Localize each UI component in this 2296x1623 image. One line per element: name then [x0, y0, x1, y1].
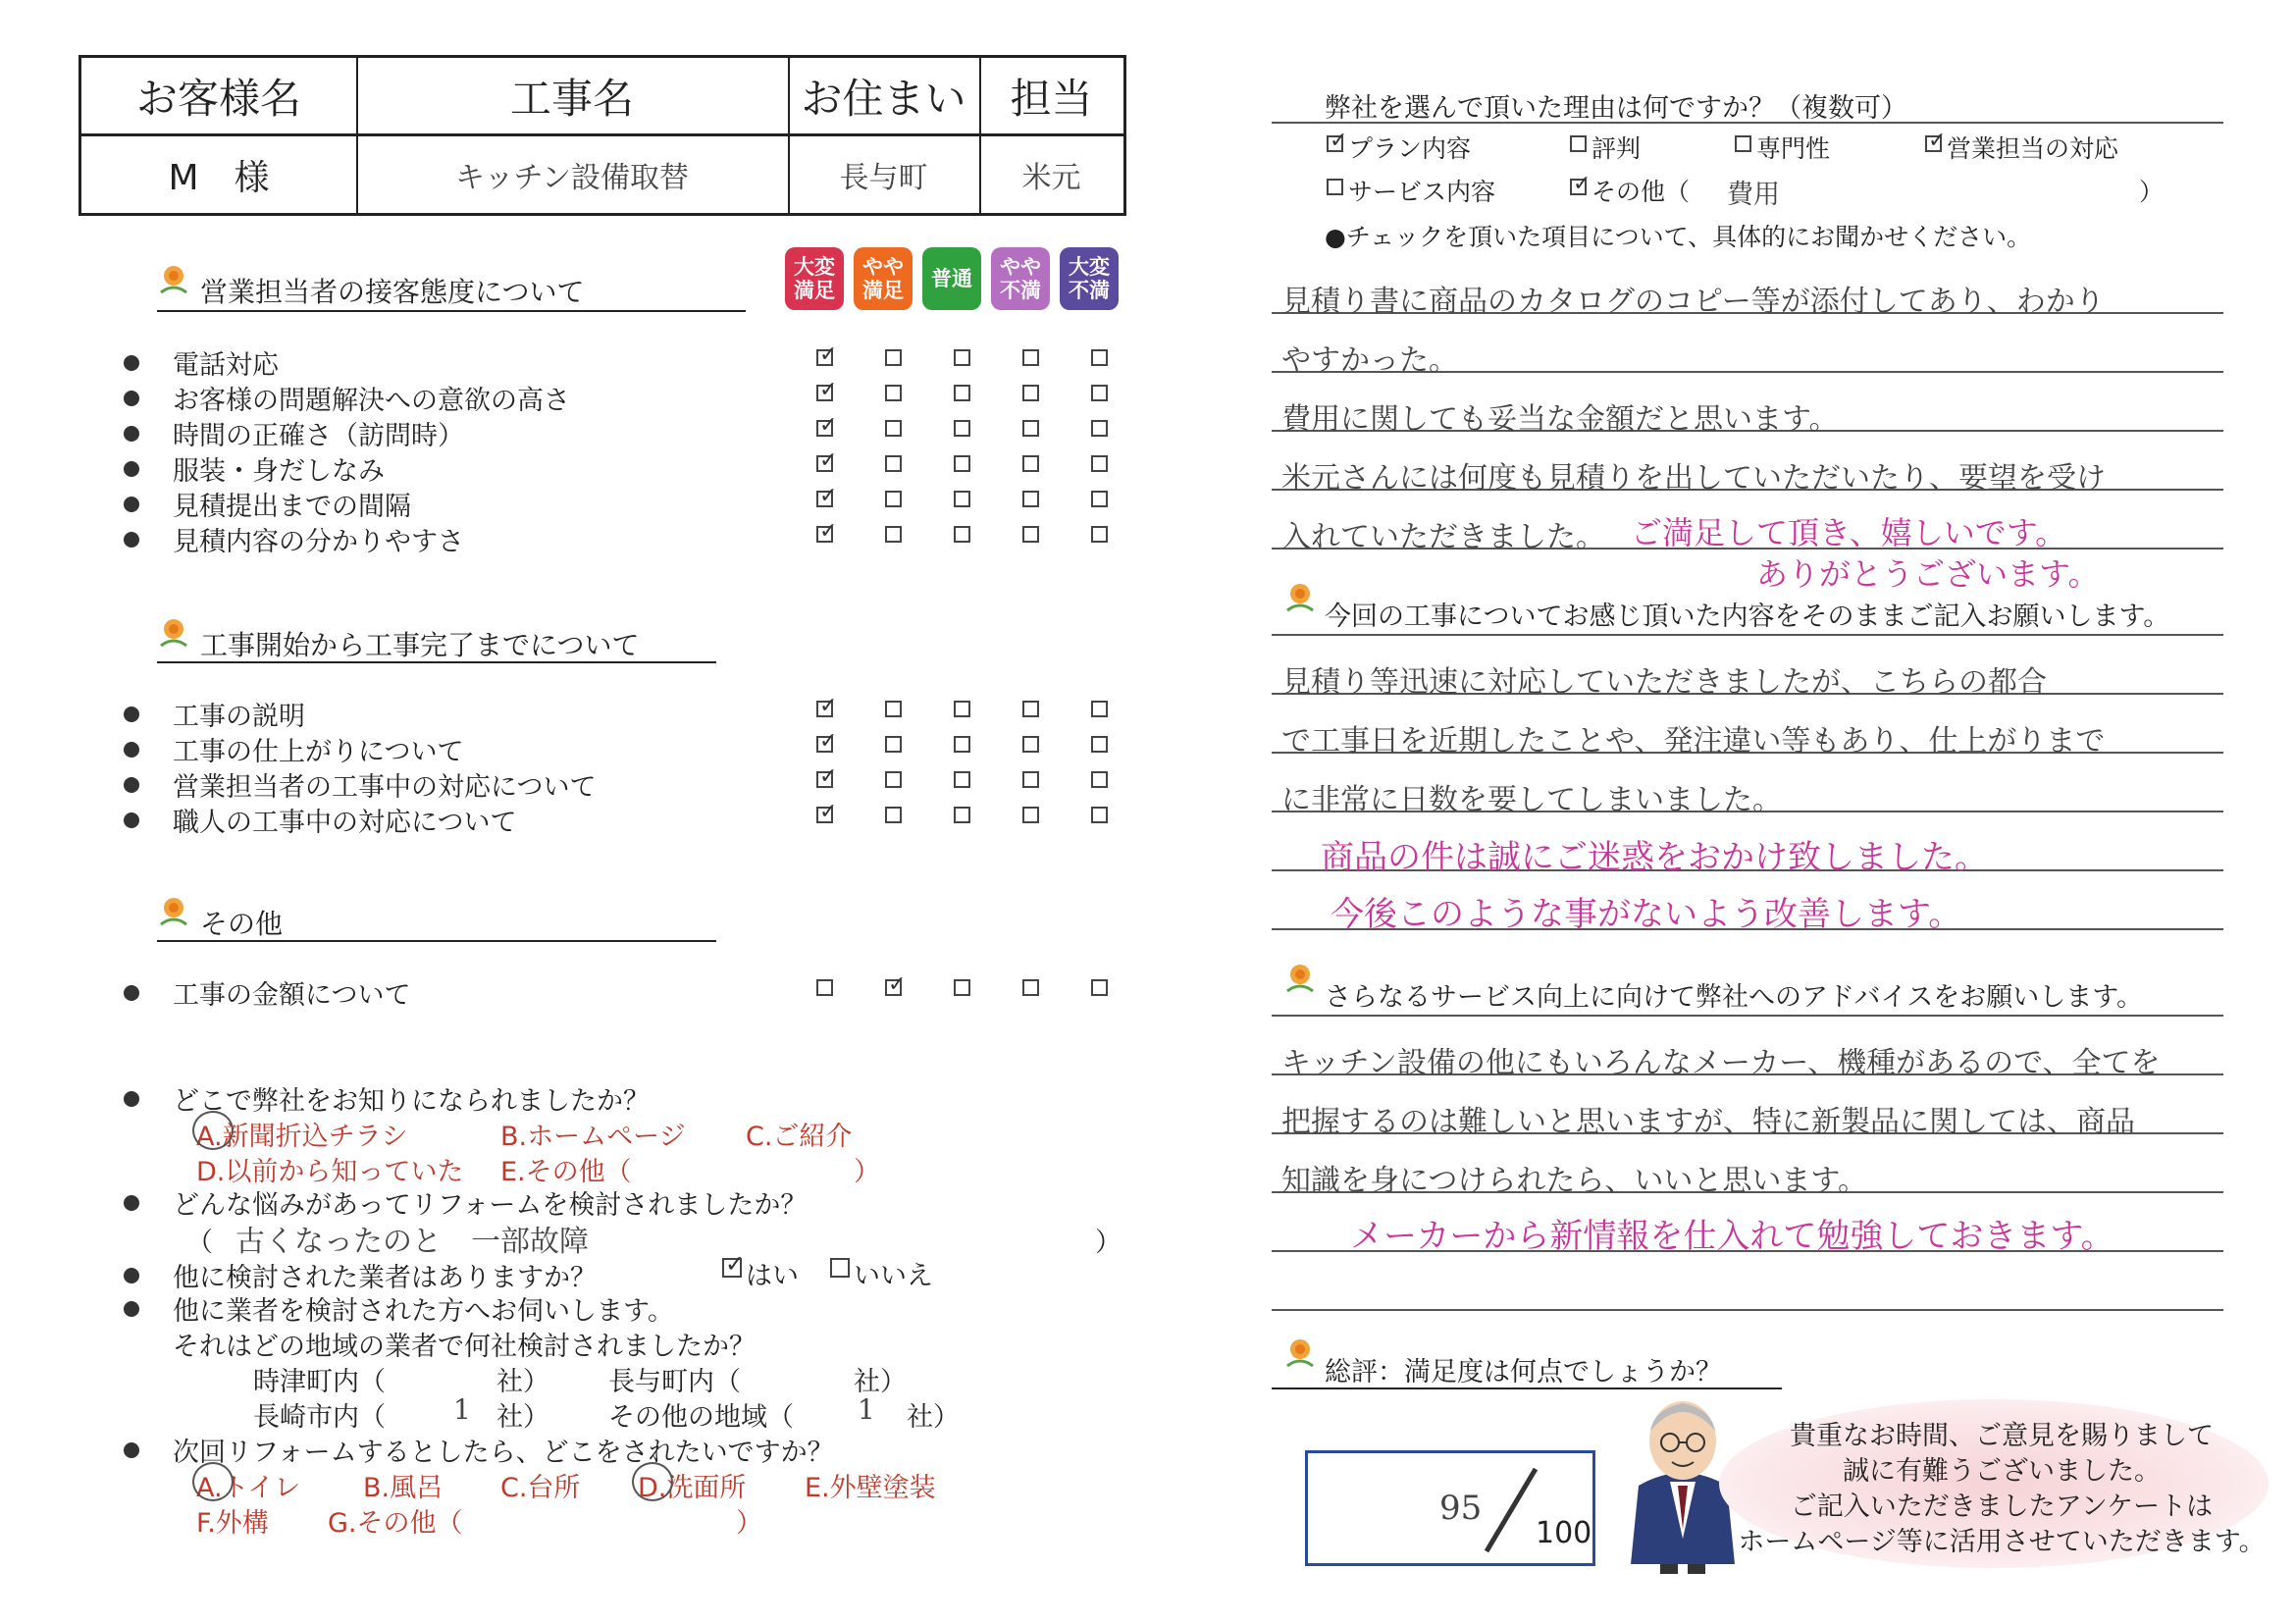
- impressions-reply1: 商品の件は誠にご迷惑をおかけ致しました。: [1321, 838, 1988, 877]
- slash-mark: [1479, 1463, 1541, 1557]
- rating-checkbox[interactable]: [816, 701, 833, 717]
- score-max: 100: [1536, 1516, 1592, 1550]
- reason-other-checkbox[interactable]: [1570, 179, 1587, 195]
- bullet: [124, 355, 139, 371]
- q5-option-f: F.外構: [196, 1508, 269, 1539]
- ruled-line: [1272, 634, 2223, 636]
- customer-name: M 様: [168, 157, 270, 198]
- flower-icon: [1283, 1336, 1317, 1370]
- rating-checkbox[interactable]: [1022, 526, 1039, 543]
- bullet: [124, 461, 139, 477]
- survey-item-label: 服装・身だしなみ: [173, 456, 385, 487]
- bullet: [124, 777, 139, 793]
- q5-option-a: A.トイレ: [196, 1473, 301, 1503]
- survey-row: [124, 414, 464, 452]
- rating-checkbox[interactable]: [954, 349, 970, 366]
- reason-reputation-label: 評判: [1592, 134, 1642, 163]
- impressions-reply2: 今後このような事がないよう改善します。: [1331, 895, 1962, 934]
- reason-sales-checkbox[interactable]: [1925, 135, 1942, 152]
- advice-hw-line2: 把握するのは難しいと思いますが、特に新製品に関しては、商品: [1281, 1105, 2135, 1139]
- bullet: [124, 707, 139, 722]
- section2-underline: [157, 661, 716, 663]
- rating-checkbox[interactable]: [885, 979, 902, 996]
- flower-icon: [1283, 581, 1317, 614]
- rating-checkbox[interactable]: [885, 771, 902, 788]
- advice-hw-line3: 知識を身につけられたら、いいと思います。: [1281, 1164, 1867, 1198]
- survey-row: [124, 343, 279, 382]
- reasons-instruction: ●チェックを頂いた項目について、具体的にお聞かせください。: [1325, 223, 2032, 251]
- q5-option-g-close: ）: [736, 1508, 762, 1539]
- impressions-hw-line2: で工事日を近期したことや、発注違い等もあり、仕上がりまで: [1281, 724, 2106, 759]
- reasons-reply2: ありがとうございます。: [1756, 555, 2100, 593]
- survey-row: [124, 520, 464, 558]
- rating-checkbox[interactable]: [1022, 491, 1039, 507]
- reasons-title: 弊社を選んで頂いた理由は何ですか？（複数可）: [1325, 93, 1907, 124]
- bullet: [124, 497, 139, 512]
- ruled-line: [1272, 1015, 2223, 1017]
- rating-legend-2: 普通: [922, 247, 981, 310]
- q3-yes-checkbox[interactable]: ✓: [722, 1258, 742, 1278]
- impressions-hw-line3: に非常に日数を要してしまいました。: [1281, 783, 1782, 817]
- survey-row: [124, 485, 411, 523]
- rating-checkbox[interactable]: [954, 701, 970, 717]
- survey-row: [124, 730, 463, 768]
- area-other: その他の地域（: [608, 1402, 794, 1433]
- rating-checkbox[interactable]: [954, 771, 970, 788]
- reason-other-close: ）: [2139, 178, 2165, 206]
- survey-item-label: お客様の問題解決への意欲の高さ: [173, 386, 570, 416]
- q1-option-b: B.ホームページ: [500, 1122, 686, 1152]
- thanks-line3: ご記入いただきましたアンケートは: [1790, 1492, 2214, 1522]
- reason-plan-checkbox[interactable]: [1327, 135, 1343, 152]
- rating-checkbox[interactable]: [816, 807, 833, 823]
- rating-checkbox[interactable]: [816, 349, 833, 366]
- thanks-line4: ホームページ等に活用させていただきます。: [1738, 1527, 2266, 1557]
- score-box: [1305, 1450, 1595, 1566]
- reasons-reply1: ご満足して頂き、嬉しいです。: [1631, 514, 2067, 551]
- rating-legend: [785, 247, 1119, 316]
- rating-checkbox[interactable]: [885, 491, 902, 507]
- reasons-rule: [1272, 122, 2223, 124]
- area-nagasaki-suffix: 社）: [496, 1402, 549, 1433]
- q5-option-d: D.洗面所: [638, 1473, 747, 1503]
- q1: どこで弊社をお知りになられましたか？: [124, 1079, 650, 1118]
- q1-option-e: E.その他（: [500, 1157, 632, 1187]
- rating-checkbox[interactable]: [954, 807, 970, 823]
- rating-checkbox[interactable]: [816, 771, 833, 788]
- reason-service-checkbox[interactable]: [1327, 179, 1343, 195]
- reasons-hw-line4: 米元さんには何度も見積りを出していただいたり、要望を受け: [1281, 461, 2106, 496]
- header-residence: お住まい: [788, 58, 979, 136]
- reason-expertise-checkbox[interactable]: [1735, 135, 1751, 152]
- q5: 次回リフォームするとしたら、どこをされたいですか？: [124, 1431, 834, 1469]
- rating-checkbox[interactable]: [885, 455, 902, 472]
- advice-title: さらなるサービス向上に向けて弊社へのアドバイスをお願いします。: [1325, 982, 2144, 1013]
- survey-row: [124, 449, 385, 488]
- section3-title: その他: [200, 908, 284, 940]
- reasons-hw-line1: 見積り書に商品のカタログのコピー等が添付してあり、わかり: [1281, 285, 2105, 319]
- q3-no-checkbox[interactable]: [830, 1258, 850, 1278]
- survey-row: [124, 765, 596, 804]
- answer-circle: [192, 1462, 234, 1501]
- header-table: [78, 55, 1126, 216]
- q1-option-e-close: ）: [854, 1157, 880, 1187]
- bullet: [124, 532, 139, 548]
- section2-title: 工事開始から工事完了までについて: [200, 629, 640, 661]
- rating-checkbox[interactable]: [954, 979, 970, 996]
- q4: 他に業者を検討された方へお伺いします。: [124, 1289, 674, 1328]
- bullet: [124, 742, 139, 758]
- survey-row: [124, 379, 570, 417]
- section1-underline: [157, 310, 746, 312]
- header-customer: お客様名: [81, 58, 356, 136]
- flower-icon: [157, 616, 190, 650]
- reason-reputation-checkbox[interactable]: [1570, 135, 1587, 152]
- rating-checkbox[interactable]: [885, 736, 902, 753]
- bullet: [124, 391, 139, 406]
- rating-checkbox[interactable]: [816, 979, 833, 996]
- rating-checkbox[interactable]: [1091, 979, 1108, 996]
- rating-checkbox[interactable]: [954, 491, 970, 507]
- rating-checkbox[interactable]: [1091, 349, 1108, 366]
- rating-checkbox[interactable]: [816, 526, 833, 543]
- area-tokitsu-suffix: 社）: [496, 1367, 549, 1397]
- rating-checkbox[interactable]: [816, 420, 833, 437]
- q3-yes-label: はい: [746, 1261, 799, 1291]
- flower-icon: [1283, 962, 1317, 995]
- other-count: 1: [858, 1393, 875, 1426]
- advice-hw-line1: キッチン設備の他にもいろんなメーカー、機種があるので、全てを: [1281, 1046, 2161, 1080]
- thanks-line2: 誠に有難うございました。: [1843, 1456, 2161, 1487]
- nagasaki-count: 1: [453, 1393, 471, 1426]
- q2: どんな悩みがあってリフォームを検討されましたか？: [124, 1183, 807, 1222]
- reasons-hw-line2: やすかった。: [1281, 343, 1458, 378]
- header-staff: 担当: [979, 58, 1123, 136]
- area-tokitsu: 時津町内（: [253, 1367, 386, 1397]
- rating-legend-3: やや 不満: [991, 247, 1050, 310]
- q2-answer: 古くなったのと 一部故障: [235, 1225, 589, 1259]
- rating-legend-4: 大変 不満: [1060, 247, 1119, 310]
- q2-close: ）: [1095, 1228, 1122, 1258]
- rating-checkbox[interactable]: [1091, 701, 1108, 717]
- q5-option-c: C.台所: [500, 1473, 581, 1503]
- q3: 他に検討された業者はありますか？: [124, 1256, 597, 1294]
- reason-expertise-label: 専門性: [1756, 134, 1831, 163]
- rating-checkbox[interactable]: [1022, 385, 1039, 401]
- q1-option-a: A.新聞折込チラシ: [196, 1122, 408, 1152]
- q5-option-e: E.外壁塗装: [805, 1473, 936, 1503]
- reasons-hw-line5: 入れていただきました。: [1281, 520, 1605, 554]
- reasons-hw-line3: 費用に関しても妥当な金額だと思います。: [1281, 402, 1839, 437]
- rating-legend-0: 大変 満足: [785, 247, 844, 310]
- area-nagayo-suffix: 社）: [854, 1367, 907, 1397]
- rating-checkbox[interactable]: [954, 455, 970, 472]
- ruled-line: [1272, 1309, 2223, 1311]
- rating-checkbox[interactable]: [1022, 455, 1039, 472]
- overall-title: 総評：満足度は何点でしょうか？: [1325, 1357, 1722, 1387]
- rating-checkbox[interactable]: [954, 736, 970, 753]
- staff-name: 米元: [1021, 161, 1081, 195]
- rating-checkbox[interactable]: [1022, 701, 1039, 717]
- q5-option-b: B.風呂: [363, 1473, 444, 1503]
- rating-checkbox[interactable]: [1022, 807, 1039, 823]
- impressions-hw-line1: 見積り等迅速に対応していただきましたが、こちらの都合: [1281, 665, 2047, 700]
- reason-service-label: サービス内容: [1348, 178, 1496, 206]
- section3-underline: [157, 940, 716, 942]
- rating-checkbox[interactable]: [1022, 349, 1039, 366]
- rating-checkbox[interactable]: [954, 420, 970, 437]
- rating-checkbox[interactable]: [1091, 491, 1108, 507]
- flower-icon: [157, 263, 190, 296]
- rating-checkbox[interactable]: [885, 385, 902, 401]
- rating-checkbox[interactable]: [816, 736, 833, 753]
- reason-other-label: その他（: [1592, 178, 1691, 206]
- answer-circle: [192, 1111, 234, 1150]
- survey-item-label: 時間の正確さ（訪問時）: [173, 421, 464, 451]
- q4-sub: それはどの地域の業者で何社検討されましたか？: [173, 1332, 756, 1362]
- reason-sales-label: 営業担当の対応: [1947, 134, 2119, 163]
- rating-checkbox[interactable]: [1091, 736, 1108, 753]
- rating-checkbox[interactable]: [1091, 526, 1108, 543]
- residence-name: 長与町: [839, 161, 928, 195]
- rating-checkbox[interactable]: [954, 385, 970, 401]
- thanks-line1: 貴重なお時間、ご意見を賜りまして: [1790, 1421, 2214, 1451]
- flower-icon: [157, 895, 190, 928]
- area-nagasaki: 長崎市内（: [253, 1402, 386, 1433]
- survey-item-label: 工事の説明: [173, 702, 305, 732]
- answer-circle: [632, 1462, 673, 1501]
- rating-checkbox[interactable]: [1022, 771, 1039, 788]
- rating-checkbox[interactable]: [1022, 420, 1039, 437]
- q3-no-label: いいえ: [854, 1261, 933, 1291]
- survey-row: [124, 973, 410, 1012]
- impressions-title: 今回の工事についてお感じ頂いた内容をそのままご記入お願いします。: [1325, 602, 2170, 632]
- survey-item-label: 見積提出までの間隔: [173, 492, 411, 522]
- bullet: [124, 426, 139, 442]
- rating-checkbox[interactable]: [1091, 385, 1108, 401]
- q5-option-g: G.その他（: [328, 1508, 463, 1539]
- rating-checkbox[interactable]: [1091, 455, 1108, 472]
- score-value: 95: [1439, 1489, 1483, 1528]
- rating-checkbox[interactable]: [1022, 979, 1039, 996]
- reason-other-value: 費用: [1727, 180, 1780, 210]
- rating-checkbox[interactable]: [1091, 420, 1108, 437]
- bullet: [124, 985, 139, 1001]
- rating-legend-1: やや 満足: [854, 247, 913, 310]
- reason-plan-label: プラン内容: [1348, 134, 1472, 163]
- rating-checkbox[interactable]: [954, 526, 970, 543]
- survey-item-label: 工事の仕上がりについて: [173, 737, 464, 767]
- rating-checkbox[interactable]: [885, 526, 902, 543]
- area-other-suffix: 社）: [907, 1402, 960, 1433]
- overall-underline: [1272, 1387, 1782, 1389]
- rating-checkbox[interactable]: [816, 491, 833, 507]
- survey-item-label: 電話対応: [173, 350, 279, 381]
- header-work: 工事名: [356, 58, 788, 136]
- thanks-message: [1727, 1419, 2276, 1560]
- survey-row: [124, 801, 516, 839]
- work-name: キッチン設備取替: [455, 161, 689, 195]
- rating-checkbox[interactable]: [885, 807, 902, 823]
- survey-row: [124, 695, 305, 733]
- survey-item-label: 職人の工事中の対応について: [173, 808, 517, 838]
- section1-title: 営業担当者の接客態度について: [200, 276, 585, 308]
- area-nagayo: 長与町内（: [608, 1367, 741, 1397]
- q1-option-d: D.以前から知っていた: [196, 1157, 464, 1187]
- bullet: [124, 812, 139, 828]
- rating-checkbox[interactable]: [1022, 736, 1039, 753]
- rating-checkbox[interactable]: [816, 385, 833, 401]
- advice-reply1: メーカーから新情報を仕入れて勉強しておきます。: [1350, 1217, 2114, 1256]
- rating-checkbox[interactable]: [1091, 771, 1108, 788]
- rating-checkbox[interactable]: [816, 455, 833, 472]
- q2-open: （: [186, 1228, 213, 1258]
- rating-checkbox[interactable]: [885, 420, 902, 437]
- survey-item-label: 見積内容の分かりやすさ: [173, 527, 464, 557]
- survey-item-label: 営業担当者の工事中の対応について: [173, 772, 597, 803]
- rating-checkbox[interactable]: [885, 349, 902, 366]
- survey-item-label: 工事の金額について: [173, 980, 411, 1011]
- rating-checkbox[interactable]: [1091, 807, 1108, 823]
- q1-option-c: C.ご紹介: [746, 1122, 853, 1152]
- rating-checkbox[interactable]: [885, 701, 902, 717]
